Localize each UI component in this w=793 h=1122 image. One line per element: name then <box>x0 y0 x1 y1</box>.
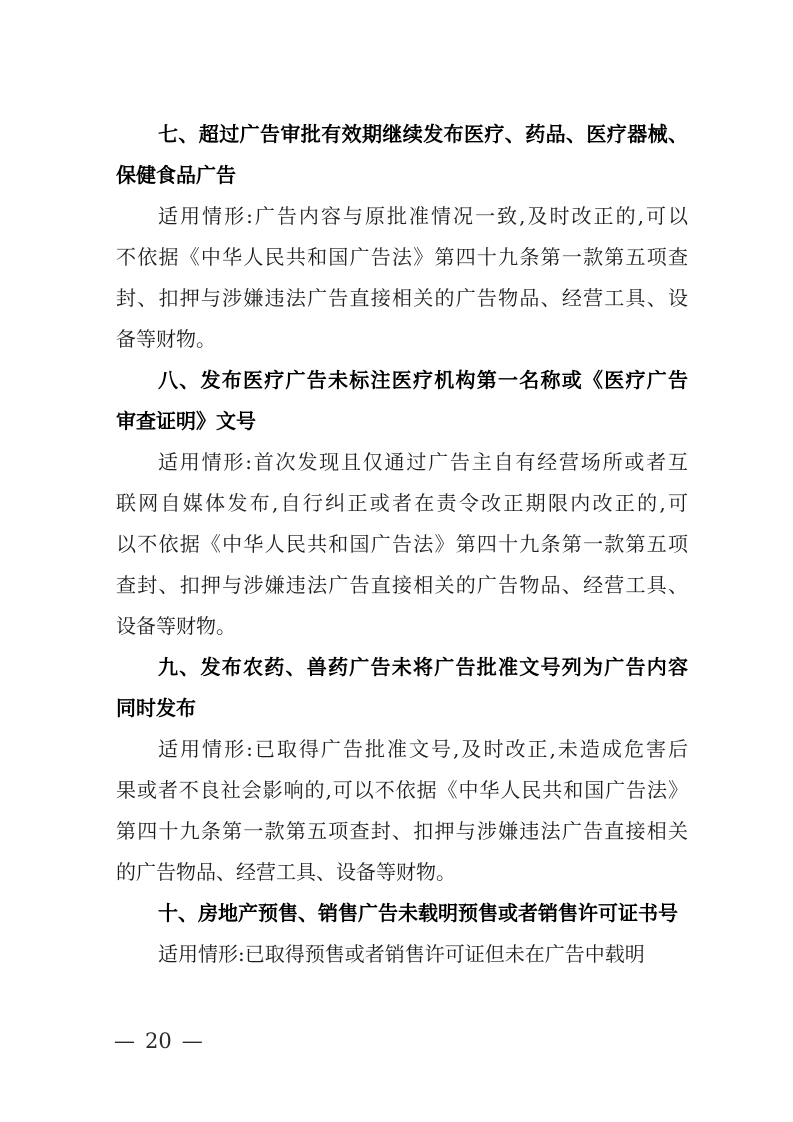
body-line: 适用情形:广告内容与原批准情况一致,及时改正的,可以 <box>158 204 688 228</box>
footer-dash-right: — <box>181 1029 203 1053</box>
body-line: 备等财物。 <box>116 327 216 351</box>
heading-line: 审查证明》文号 <box>116 409 256 433</box>
body-line: 适用情形:已取得预售或者销售许可证但未在广告中载明 <box>158 942 645 966</box>
body-line: 适用情形:首次发现且仅通过广告主自有经营场所或者互 <box>158 450 688 474</box>
body-line: 查封、扣押与涉嫌违法广告直接相关的广告物品、经营工具、 <box>116 573 688 597</box>
heading-line: 八、发布医疗广告未标注医疗机构第一名称或《医疗广告 <box>158 368 688 392</box>
section-7 <box>116 114 688 360</box>
body-line: 的广告物品、经营工具、设备等财物。 <box>116 860 456 884</box>
page-number: 20 <box>145 1029 172 1053</box>
body-line: 适用情形:已取得广告批准文号,及时改正,未造成危害后 <box>158 737 688 761</box>
body-line: 封、扣押与涉嫌违法广告直接相关的广告物品、经营工具、设 <box>116 286 688 310</box>
section-9 <box>116 647 688 893</box>
heading-line: 九、发布农药、兽药广告未将广告批准文号列为广告内容 <box>158 655 688 679</box>
heading-line: 十、房地产预售、销售广告未载明预售或者销售许可证书号 <box>158 901 678 925</box>
heading-line: 保健食品广告 <box>116 163 236 187</box>
page-content <box>116 114 688 975</box>
section-8 <box>116 360 688 647</box>
heading-line: 七、超过广告审批有效期继续发布医疗、药品、医疗器械、 <box>158 122 688 146</box>
body-line: 联网自媒体发布,自行纠正或者在责令改正期限内改正的,可 <box>116 491 688 515</box>
page-footer <box>114 1026 203 1056</box>
section-10 <box>116 893 688 975</box>
body-line: 设备等财物。 <box>116 614 236 638</box>
body-line: 第四十九条第一款第五项查封、扣押与涉嫌违法广告直接相关 <box>116 819 688 843</box>
body-line: 果或者不良社会影响的,可以不依据《中华人民共和国广告法》 <box>116 778 688 802</box>
heading-line: 同时发布 <box>116 696 196 720</box>
body-line: 以不依据《中华人民共和国广告法》第四十九条第一款第五项 <box>116 532 688 556</box>
body-line: 不依据《中华人民共和国广告法》第四十九条第一款第五项查 <box>116 245 688 269</box>
footer-dash-left: — <box>114 1029 135 1053</box>
